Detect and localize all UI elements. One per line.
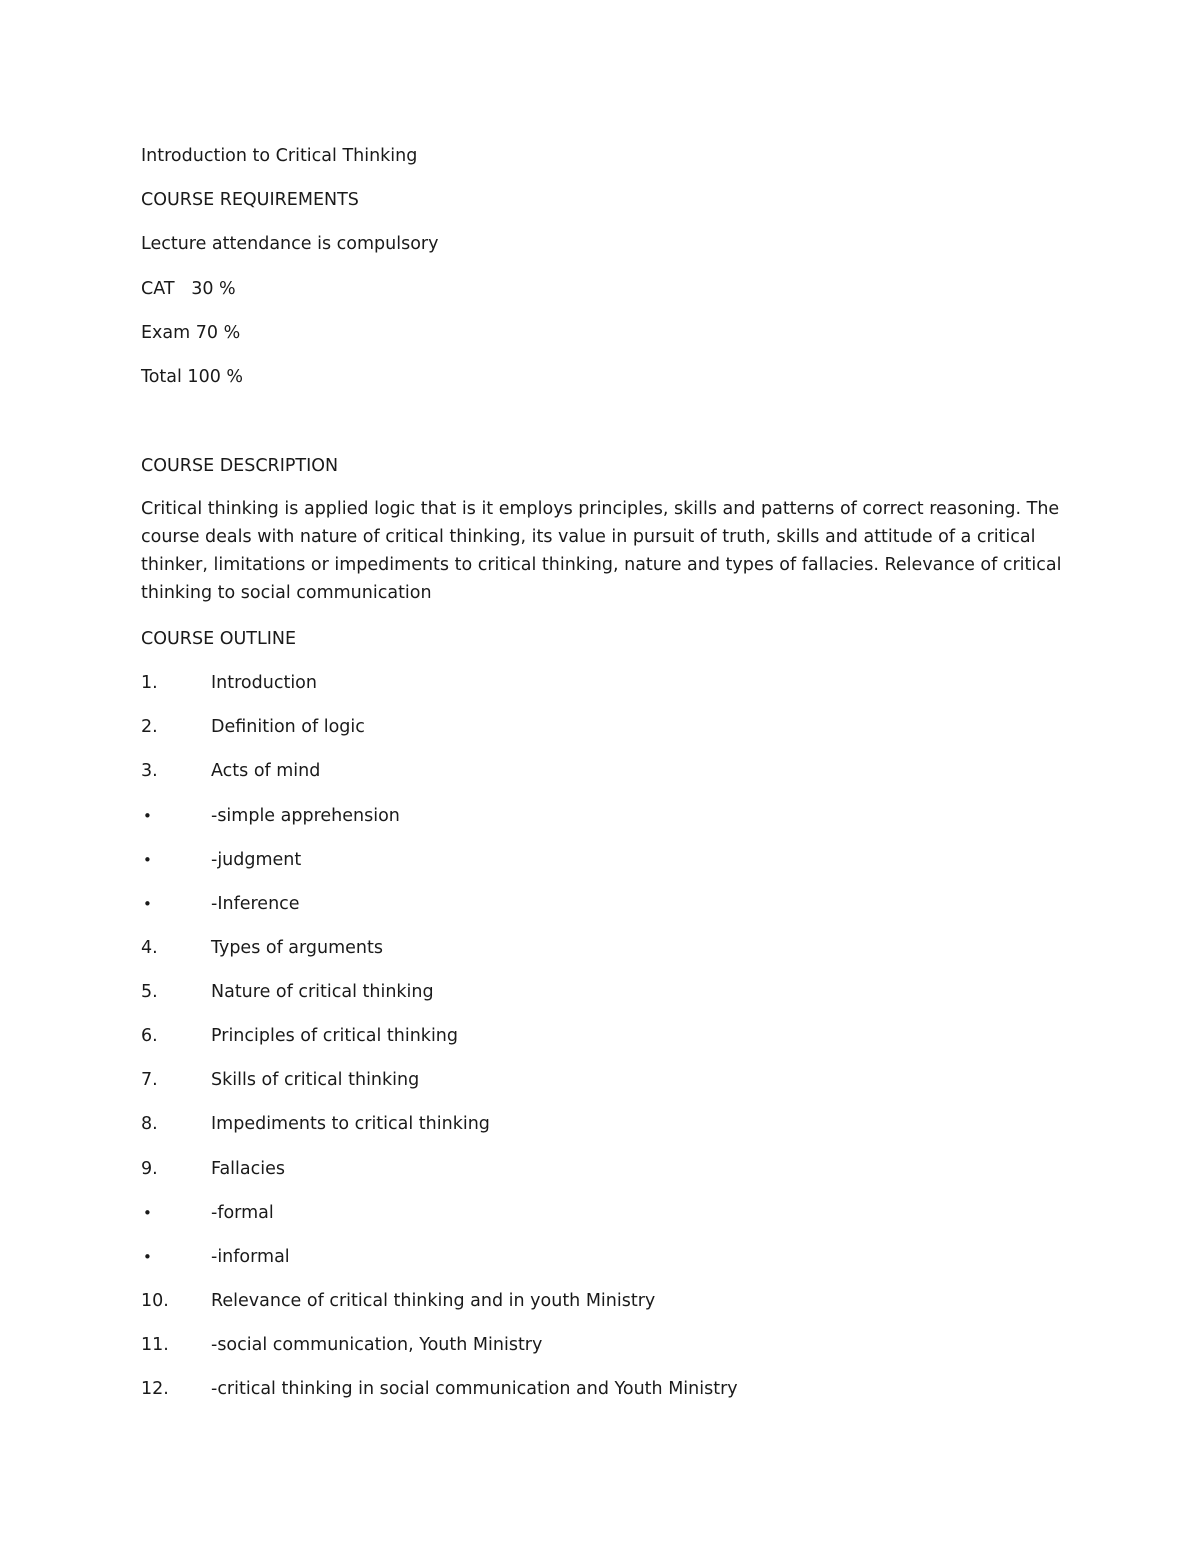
outline-number: 9. — [141, 1159, 158, 1179]
outline-item-text: Principles of critical thinking — [211, 1026, 458, 1046]
outline-item-text: -informal — [211, 1247, 290, 1267]
outline-item-text: -social communication, Youth Ministry — [211, 1335, 543, 1355]
outline-item — [141, 937, 383, 959]
outline-item — [141, 672, 317, 694]
outline-item — [141, 1113, 490, 1135]
outline-item-text: Relevance of critical thinking and in youth Ministry — [211, 1291, 656, 1311]
outline-item — [141, 1069, 419, 1091]
bullet-icon: • — [143, 1248, 152, 1266]
outline-subitem — [141, 805, 400, 827]
requirement-line: Lecture attendance is compulsory — [141, 234, 439, 254]
outline-subitem — [141, 1202, 274, 1224]
bullet-icon: • — [143, 851, 152, 869]
outline-subitem — [141, 849, 301, 871]
outline-subitem — [141, 893, 300, 915]
bullet-icon: • — [143, 895, 152, 913]
outline-item-text: -Inference — [211, 894, 300, 914]
outline-number: 2. — [141, 717, 158, 737]
outline-item-text: -formal — [211, 1203, 274, 1223]
outline-item — [141, 1158, 285, 1180]
outline-number: 12. — [141, 1379, 169, 1399]
outline-item — [141, 760, 320, 782]
outline-item — [141, 1378, 738, 1400]
outline-heading: COURSE OUTLINE — [141, 629, 297, 649]
outline-number: 6. — [141, 1026, 158, 1046]
bullet-icon: • — [143, 807, 152, 825]
outline-item-text: -judgment — [211, 850, 302, 870]
outline-number: 4. — [141, 938, 158, 958]
outline-item — [141, 1334, 542, 1356]
outline-item-text: Skills of critical thinking — [211, 1070, 420, 1090]
outline-item — [141, 1025, 458, 1047]
document-title: Introduction to Critical Thinking — [141, 146, 418, 166]
requirement-line: Exam 70 % — [141, 323, 241, 343]
outline-number: 10. — [141, 1291, 169, 1311]
outline-number: 5. — [141, 982, 158, 1002]
outline-item-text: -critical thinking in social communication and Youth Ministry — [211, 1379, 738, 1399]
outline-item-text: Definition of logic — [211, 717, 365, 737]
outline-number: 7. — [141, 1070, 158, 1090]
outline-item — [141, 716, 365, 738]
outline-subitem — [141, 1246, 290, 1268]
outline-number: 11. — [141, 1335, 169, 1355]
outline-item-text: -simple apprehension — [211, 806, 400, 826]
outline-item-text: Introduction — [211, 673, 317, 693]
outline-number: 8. — [141, 1114, 158, 1134]
description-paragraph: Critical thinking is applied logic that is it employs principles, skills and patterns of correct reasoning. The course deals with nature of critical thinking, its value in pursuit of truth, skills and attitude of a critical thinker, limitations or impediments to critical thinking, nature and types of fallacies. Relevance of critical thinking to social communication — [141, 499, 1062, 603]
outline-item — [141, 1290, 655, 1312]
outline-number: 3. — [141, 761, 158, 781]
requirement-line: Total 100 % — [141, 367, 244, 387]
outline-item — [141, 981, 434, 1003]
outline-item-text: Nature of critical thinking — [211, 982, 434, 1002]
outline-number: 1. — [141, 673, 158, 693]
requirements-heading: COURSE REQUIREMENTS — [141, 190, 359, 210]
outline-item-text: Impediments to critical thinking — [211, 1114, 490, 1134]
outline-item-text: Types of arguments — [211, 938, 384, 958]
bullet-icon: • — [143, 1204, 152, 1222]
requirement-line: CAT 30 % — [141, 279, 236, 299]
outline-item-text: Acts of mind — [211, 761, 321, 781]
description-heading: COURSE DESCRIPTION — [141, 456, 339, 476]
outline-item-text: Fallacies — [211, 1159, 285, 1179]
